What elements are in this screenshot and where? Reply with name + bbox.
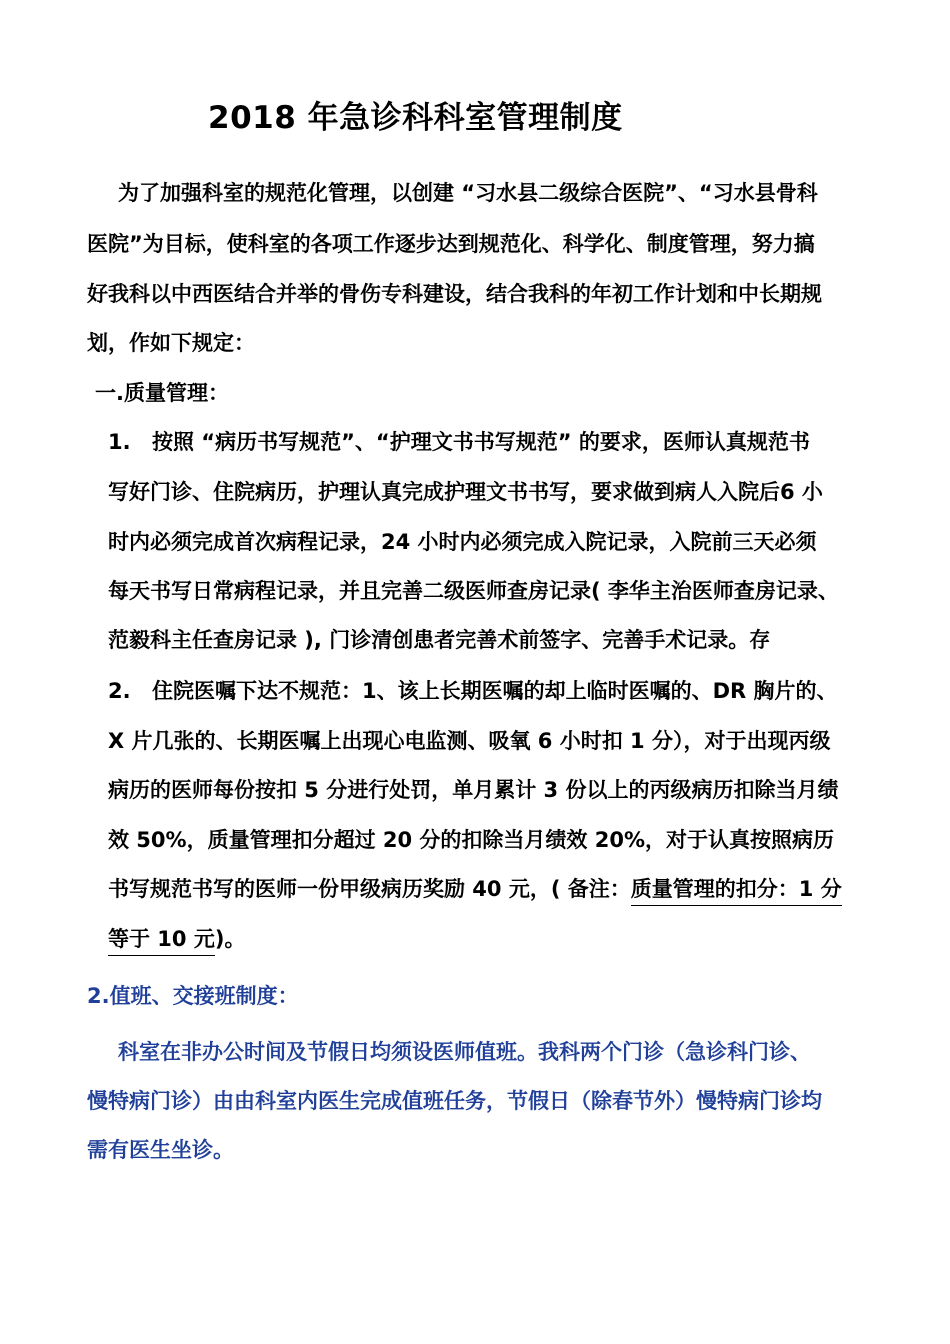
item1-line-4: 每天书写日常病程记录，并且完善二级医师查房记录( 李华主治医师查房记录、 xyxy=(108,579,839,603)
section-heading-quality: 一.质量管理： xyxy=(95,381,229,405)
item2-line-5-prefix: 书写规范书写的医师一份甲级病历奖励 40 元，( 备注： xyxy=(108,877,631,901)
item2-number: 2. xyxy=(108,679,131,703)
item2-line-5 xyxy=(108,874,842,904)
intro-line-2: 医院”为目标，使科室的各项工作逐步达到规范化、科学化、制度管理，努力搞 xyxy=(87,232,815,256)
item1-line-2: 写好门诊、住院病历，护理认真完成护理文书书写，要求做到病人入院后6 小 xyxy=(108,480,823,504)
item2-note-underlined: 质量管理的扣分：1 分 xyxy=(631,877,842,906)
document-title: 2018 年急诊科科室管理制度 xyxy=(208,100,623,136)
section2-line-2: 慢特病门诊）由由科室内医生完成值班任务，节假日（除春节外）慢特病门诊均 xyxy=(87,1089,822,1113)
intro-line-1: 为了加强科室的规范化管理，以创建 “习水县二级综合医院”、“习水县骨科 xyxy=(118,181,818,205)
item2-line-6 xyxy=(108,924,245,954)
item2-line-2: X 片几张的、长期医嘱上出现心电监测、吸氧 6 小时扣 1 分），对于出现丙级 xyxy=(108,729,831,753)
item2-note-underlined-cont: 等于 10 元 xyxy=(108,927,215,956)
intro-line-4: 划，作如下规定： xyxy=(87,331,255,355)
item1-line-1: 按照 “病历书写规范”、“护理文书书写规范” 的要求，医师认真规范书 xyxy=(152,430,810,454)
item2-first-line xyxy=(108,676,838,706)
item2-line-1: 住院医嘱下达不规范：1、该上长期医嘱的却上临时医嘱的、DR 胸片的、 xyxy=(152,679,838,703)
item2-line-6-suffix: )。 xyxy=(214,927,246,951)
section-heading-duty: 2.值班、交接班制度： xyxy=(87,984,299,1008)
item2-line-4: 效 50%，质量管理扣分超过 20 分的扣除当月绩效 20%，对于认真按照病历 xyxy=(108,828,834,852)
section2-line-3: 需有医生坐诊。 xyxy=(87,1138,234,1162)
intro-line-3: 好我科以中西医结合并举的骨伤专科建设，结合我科的年初工作计划和中长期规 xyxy=(87,282,822,306)
item1-number: 1. xyxy=(108,430,131,454)
item1-line-5: 范毅科主任查房记录 ), 门诊清创患者完善术前签字、完善手术记录。存 xyxy=(108,628,771,652)
item2-line-3: 病历的医师每份按扣 5 分进行处罚，单月累计 3 份以上的丙级病历扣除当月绩 xyxy=(108,778,839,802)
item1-first-line xyxy=(108,427,810,457)
section2-line-1: 科室在非办公时间及节假日均须设医师值班。我科两个门诊（急诊科门诊、 xyxy=(118,1040,811,1064)
item1-line-3: 时内必须完成首次病程记录，24 小时内必须完成入院记录，入院前三天必须 xyxy=(108,530,817,554)
